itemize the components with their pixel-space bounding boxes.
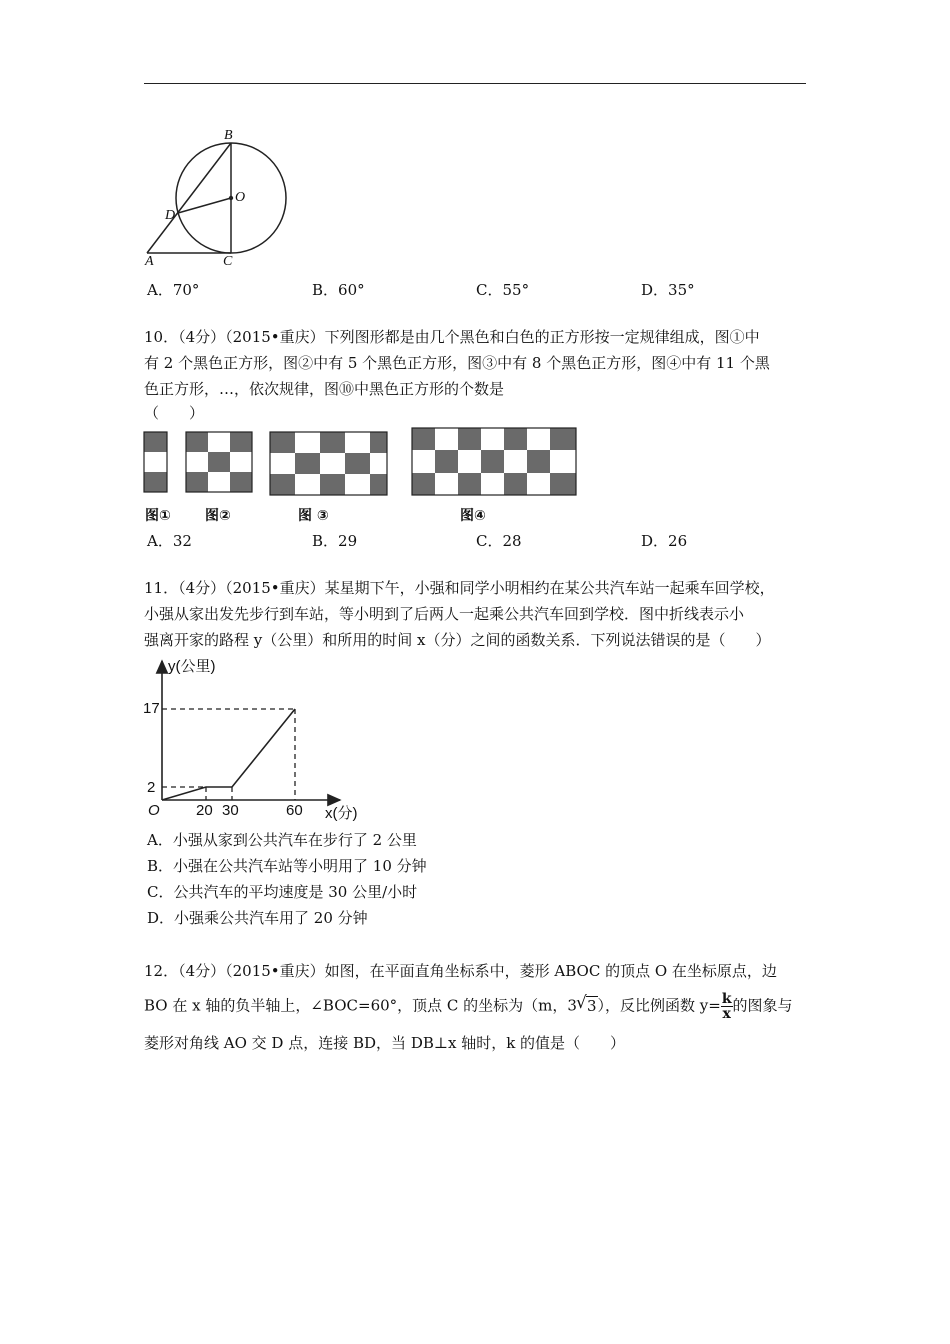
q9-option-c: C．55° bbox=[476, 281, 530, 299]
q11-option-c: C．公共汽车的平均速度是 30 公里/小时 bbox=[147, 883, 418, 901]
q10-option-c: C．28 bbox=[476, 532, 522, 550]
q11-graph bbox=[140, 655, 375, 825]
q11-line-3: 强离开家的路程 y（公里）和所用的时间 x（分）之间的函数关系．下列说法错误的是（ ） bbox=[144, 631, 771, 649]
q12-line-1: 12．（4分）（2015•重庆）如图，在平面直角坐标系中，菱形 ABOC 的顶点 O 在坐标原点，边 bbox=[144, 962, 777, 980]
fig-label-4: 图④ bbox=[460, 508, 486, 524]
fraction-denominator: x bbox=[722, 1006, 731, 1022]
q11-option-b: B．小强在公共汽车站等小明用了 10 分钟 bbox=[147, 857, 427, 875]
pattern-1 bbox=[144, 432, 167, 492]
q12-line-2-part-b: ），反比例函数 y= bbox=[597, 996, 721, 1015]
graph-y-label: y(公里) bbox=[168, 658, 216, 675]
fraction-k-over-x bbox=[721, 992, 733, 1021]
fig-label-1: 图① bbox=[145, 508, 171, 524]
segment-ab bbox=[147, 143, 231, 253]
center-dot bbox=[229, 196, 233, 200]
q12-line-2-part-a: BO 在 x 轴的负半轴上，∠BOC=60°，顶点 C 的坐标为（m，3 bbox=[144, 996, 577, 1015]
q11-line-2: 小强从家出发先步行到车站，等小明到了后两人一起乘公共汽车回到学校．图中折线表示小 bbox=[144, 605, 745, 623]
graph-ytick-17: 17 bbox=[143, 700, 160, 717]
label-o: O bbox=[235, 190, 246, 205]
graph-x-label: x(分) bbox=[325, 805, 358, 822]
q9-circle-figure bbox=[140, 125, 300, 275]
graph-xtick-30: 30 bbox=[222, 802, 239, 819]
graph-xtick-20: 20 bbox=[196, 802, 213, 819]
q11-option-a: A．小强从家到公共汽车在步行了 2 公里 bbox=[147, 831, 417, 849]
sqrt-symbol bbox=[577, 993, 598, 1019]
graph-origin: O bbox=[148, 802, 160, 819]
q12-line-3: 菱形对角线 AO 交 D 点，连接 BD，当 DB⊥x 轴时，k 的值是（ ） bbox=[144, 1034, 626, 1052]
q12-line-2-part-c: 的图象与 bbox=[732, 996, 793, 1015]
sqrt-radicand: 3 bbox=[586, 996, 597, 1015]
q11-option-d: D．小强乘公共汽车用了 20 分钟 bbox=[147, 909, 368, 927]
q10-line-1: 10．（4分）（2015•重庆）下列图形都是由几个黑色和白色的正方形按一定规律组成，图①中 bbox=[144, 328, 760, 346]
q10-pattern-figures bbox=[140, 425, 585, 500]
q10-option-b: B．29 bbox=[312, 532, 358, 550]
header-rule bbox=[144, 83, 806, 84]
label-c: C bbox=[223, 254, 233, 269]
distance-line bbox=[162, 709, 295, 800]
segment-do bbox=[178, 198, 231, 213]
pattern-2 bbox=[186, 432, 252, 492]
pattern-3 bbox=[270, 432, 387, 495]
q9-option-b: B．60° bbox=[312, 281, 365, 299]
fraction-numerator: k bbox=[721, 991, 732, 1007]
q11-line-1: 11．（4分）（2015•重庆）某星期下午，小强和同学小明相约在某公共汽车站一起乘车回学校， bbox=[144, 579, 775, 597]
q10-line-2: 有 2 个黑色正方形，图②中有 5 个黑色正方形，图③中有 8 个黑色正方形，图④中有 11 个黑 bbox=[144, 354, 770, 372]
q9-option-a: A．70° bbox=[147, 281, 200, 299]
graph-xtick-60: 60 bbox=[286, 802, 303, 819]
q12-line-2 bbox=[144, 992, 793, 1021]
label-b: B bbox=[224, 128, 233, 143]
q10-line-3: 色正方形，…，依次规律，图⑩中黑色正方形的个数是 bbox=[144, 380, 505, 398]
fig-label-2: 图② bbox=[205, 508, 231, 524]
fig-label-3: 图 ③ bbox=[298, 508, 329, 524]
label-a: A bbox=[145, 254, 154, 269]
q10-option-d: D．26 bbox=[641, 532, 688, 550]
pattern-4 bbox=[412, 428, 576, 495]
graph-ytick-2: 2 bbox=[147, 779, 156, 796]
q10-line-4: （ ） bbox=[144, 404, 205, 422]
q10-option-a: A．32 bbox=[147, 532, 192, 550]
q9-option-d: D．35° bbox=[641, 281, 695, 299]
label-d: D bbox=[165, 208, 176, 223]
